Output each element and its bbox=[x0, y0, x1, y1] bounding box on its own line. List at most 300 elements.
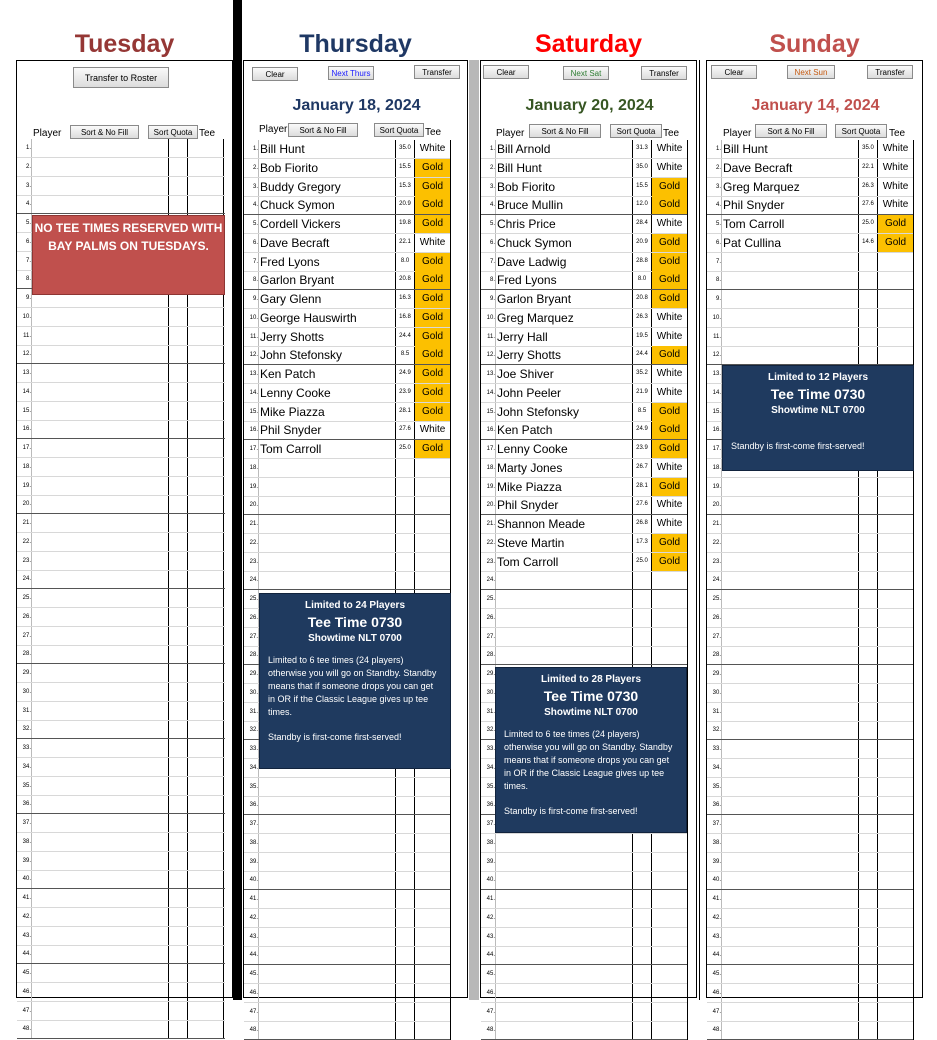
row-number: 46. bbox=[712, 989, 721, 996]
table-row[interactable] bbox=[17, 739, 225, 758]
table-row[interactable] bbox=[244, 909, 450, 928]
row-number: 25. bbox=[249, 596, 258, 602]
table-row[interactable] bbox=[707, 534, 913, 553]
row-number: 26. bbox=[22, 613, 31, 620]
row-number: 3. bbox=[489, 183, 495, 190]
transfer-button[interactable]: Transfer bbox=[867, 65, 913, 79]
player-quota: 16.8 bbox=[399, 313, 411, 320]
table-row[interactable] bbox=[244, 459, 450, 478]
table-row[interactable] bbox=[707, 478, 913, 497]
table-row[interactable] bbox=[17, 570, 225, 589]
player-name[interactable]: Bill Arnold bbox=[497, 142, 551, 156]
row-number: 44. bbox=[22, 951, 31, 958]
player-name[interactable]: Chris Price bbox=[497, 217, 556, 231]
table-row[interactable] bbox=[17, 308, 225, 327]
player-tee[interactable]: White bbox=[656, 499, 683, 511]
player-tee[interactable]: Gold bbox=[415, 253, 450, 271]
table-row[interactable] bbox=[707, 140, 913, 159]
player-tee[interactable]: White bbox=[656, 518, 683, 529]
table-row[interactable] bbox=[481, 853, 687, 872]
player-tee[interactable]: Gold bbox=[415, 159, 450, 177]
clear-button[interactable]: Clear bbox=[483, 65, 529, 79]
table-row[interactable] bbox=[244, 853, 450, 872]
table-row[interactable] bbox=[707, 271, 913, 290]
player-tee[interactable]: Gold bbox=[652, 271, 687, 289]
player-name[interactable]: Phil Snyder bbox=[497, 498, 559, 513]
table-row[interactable] bbox=[481, 496, 687, 515]
table-row[interactable] bbox=[707, 853, 913, 872]
table-row[interactable] bbox=[481, 290, 687, 309]
player-name[interactable]: Tom Carroll bbox=[723, 217, 785, 231]
table-row[interactable] bbox=[244, 515, 450, 534]
table-row[interactable] bbox=[707, 796, 913, 815]
table-row[interactable] bbox=[481, 553, 687, 572]
player-tee[interactable]: Gold bbox=[415, 290, 450, 308]
table-row[interactable] bbox=[17, 852, 225, 871]
table-row[interactable] bbox=[481, 309, 687, 328]
table-row[interactable] bbox=[707, 609, 913, 628]
table-row[interactable] bbox=[481, 965, 687, 984]
player-tee[interactable]: White bbox=[656, 143, 683, 154]
player-tee[interactable]: Gold bbox=[415, 365, 450, 383]
table-row[interactable] bbox=[707, 496, 913, 515]
table-row[interactable] bbox=[17, 195, 225, 214]
table-row[interactable] bbox=[17, 814, 225, 833]
player-tee[interactable]: White bbox=[656, 330, 683, 342]
table-row[interactable] bbox=[17, 345, 225, 364]
table-row[interactable] bbox=[707, 1003, 913, 1022]
table-row[interactable] bbox=[17, 702, 225, 721]
table-row[interactable] bbox=[244, 534, 450, 553]
table-row[interactable] bbox=[244, 346, 450, 365]
row-number: 15. bbox=[249, 408, 258, 415]
table-row[interactable] bbox=[244, 309, 450, 328]
player-quota: 28.1 bbox=[636, 482, 648, 489]
player-tee[interactable]: White bbox=[656, 368, 683, 379]
player-tee[interactable]: Gold bbox=[415, 403, 450, 421]
table-row[interactable] bbox=[244, 365, 450, 384]
player-name[interactable]: George Hauswirth bbox=[260, 310, 357, 325]
table-row[interactable] bbox=[707, 215, 913, 234]
table-row[interactable] bbox=[17, 777, 225, 796]
row-number: 24. bbox=[22, 576, 31, 583]
table-row[interactable] bbox=[17, 645, 225, 664]
player-tee[interactable]: Gold bbox=[652, 421, 687, 439]
table-row[interactable] bbox=[17, 327, 225, 346]
player-name[interactable]: Lenny Cooke bbox=[497, 442, 568, 456]
table-row[interactable] bbox=[481, 459, 687, 478]
transfer-button[interactable]: Transfer bbox=[641, 66, 687, 80]
player-tee[interactable]: Gold bbox=[415, 215, 450, 233]
player-name[interactable]: Bob Fiorito bbox=[260, 160, 319, 175]
table-row[interactable] bbox=[244, 796, 450, 815]
table-row[interactable] bbox=[244, 834, 450, 853]
sort-no-fill-button[interactable]: Sort & No Fill bbox=[288, 123, 358, 137]
table-row[interactable] bbox=[244, 1021, 450, 1040]
player-tee[interactable]: White bbox=[656, 161, 683, 173]
table-row[interactable] bbox=[481, 346, 687, 365]
table-row[interactable] bbox=[17, 420, 225, 439]
player-name[interactable]: John Peeler bbox=[497, 385, 562, 400]
table-row[interactable] bbox=[481, 590, 687, 609]
table-row[interactable] bbox=[17, 402, 225, 421]
clear-button[interactable]: Clear bbox=[711, 65, 757, 79]
table-row[interactable] bbox=[17, 514, 225, 533]
table-row[interactable] bbox=[481, 534, 687, 553]
table-row[interactable] bbox=[707, 178, 913, 197]
tuesday-title: Tuesday bbox=[74, 30, 175, 58]
table-row[interactable] bbox=[17, 908, 225, 927]
table-row[interactable] bbox=[707, 346, 913, 365]
row-number: 40. bbox=[249, 877, 258, 884]
table-row[interactable] bbox=[481, 178, 687, 197]
player-tee[interactable]: Gold bbox=[652, 534, 687, 552]
table-row[interactable] bbox=[707, 253, 913, 272]
player-tee[interactable]: Gold bbox=[652, 403, 687, 421]
sort-quota-button[interactable]: Sort Quota bbox=[148, 125, 198, 139]
table-row[interactable] bbox=[244, 215, 450, 234]
table-row[interactable] bbox=[17, 927, 225, 946]
sort-quota-button[interactable]: Sort Quota bbox=[610, 124, 662, 138]
table-row[interactable] bbox=[244, 946, 450, 965]
table-row[interactable] bbox=[707, 290, 913, 309]
table-row[interactable] bbox=[244, 496, 450, 515]
table-row[interactable] bbox=[707, 965, 913, 984]
table-row[interactable] bbox=[707, 646, 913, 665]
table-row[interactable] bbox=[244, 253, 450, 272]
player-name[interactable]: Ken Patch bbox=[260, 367, 316, 381]
separator-bar bbox=[233, 0, 242, 1000]
row-number: 29. bbox=[486, 671, 495, 677]
table-row[interactable] bbox=[481, 440, 687, 459]
player-name[interactable]: Dave Becraft bbox=[260, 235, 330, 250]
player-name[interactable]: Bill Hunt bbox=[723, 142, 768, 156]
table-row[interactable] bbox=[707, 684, 913, 703]
table-row[interactable] bbox=[17, 870, 225, 889]
player-tee[interactable]: Gold bbox=[415, 440, 450, 458]
sort-no-fill-button[interactable]: Sort & No Fill bbox=[70, 125, 139, 139]
player-name[interactable]: Garlon Bryant bbox=[497, 292, 572, 306]
table-row[interactable] bbox=[707, 665, 913, 684]
player-name[interactable]: Dave Ladwig bbox=[497, 254, 567, 269]
table-row[interactable] bbox=[481, 234, 687, 253]
table-row[interactable] bbox=[17, 139, 225, 158]
table-row[interactable] bbox=[17, 608, 225, 627]
table-row[interactable] bbox=[707, 590, 913, 609]
table-row[interactable] bbox=[481, 946, 687, 965]
table-row[interactable] bbox=[244, 571, 450, 590]
table-row[interactable] bbox=[244, 234, 450, 253]
player-tee[interactable]: Gold bbox=[652, 346, 687, 364]
player-quota: 26.7 bbox=[636, 463, 648, 470]
player-tee[interactable]: Gold bbox=[415, 346, 450, 364]
table-row[interactable] bbox=[481, 834, 687, 853]
player-name[interactable]: Lenny Cooke bbox=[260, 385, 331, 400]
table-row[interactable] bbox=[17, 589, 225, 608]
saturday-title: Saturday bbox=[535, 30, 642, 58]
row-number: 28. bbox=[486, 652, 495, 659]
table-row[interactable] bbox=[244, 440, 450, 459]
sort-no-fill-button[interactable]: Sort & No Fill bbox=[755, 124, 827, 138]
table-row[interactable] bbox=[707, 778, 913, 797]
table-row[interactable] bbox=[481, 890, 687, 909]
table-row[interactable] bbox=[481, 1021, 687, 1040]
player-quota: 35.0 bbox=[636, 163, 648, 170]
table-row[interactable] bbox=[244, 815, 450, 834]
table-row[interactable] bbox=[481, 384, 687, 403]
player-name[interactable]: Bob Fiorito bbox=[497, 179, 556, 194]
row-number: 1. bbox=[715, 146, 721, 152]
table-row[interactable] bbox=[707, 946, 913, 965]
row-number: 37. bbox=[486, 821, 495, 827]
table-row[interactable] bbox=[17, 533, 225, 552]
table-row[interactable] bbox=[481, 403, 687, 422]
player-name[interactable]: Mike Piazza bbox=[260, 404, 325, 419]
player-tee[interactable]: White bbox=[882, 161, 909, 173]
table-row[interactable] bbox=[17, 983, 225, 1002]
table-row[interactable] bbox=[481, 646, 687, 665]
player-tee[interactable]: Gold bbox=[415, 196, 450, 214]
player-name[interactable]: Jerry Shotts bbox=[260, 329, 325, 344]
player-tee[interactable]: White bbox=[882, 180, 909, 192]
next-sat-button[interactable]: Next Sat bbox=[563, 66, 609, 80]
player-tee[interactable]: Gold bbox=[652, 290, 687, 308]
clear-button[interactable]: Clear bbox=[252, 67, 298, 81]
player-tee[interactable]: Gold bbox=[652, 196, 687, 214]
table-row[interactable] bbox=[707, 309, 913, 328]
player-name[interactable]: Bill Hunt bbox=[260, 142, 305, 156]
table-row[interactable] bbox=[707, 328, 913, 347]
player-name[interactable]: John Stefonsky bbox=[260, 348, 343, 363]
table-row[interactable] bbox=[707, 553, 913, 572]
table-row[interactable] bbox=[17, 177, 225, 196]
player-name[interactable]: Chuck Symon bbox=[497, 235, 572, 250]
table-row[interactable] bbox=[707, 234, 913, 253]
row-number: 21. bbox=[486, 521, 495, 527]
table-row[interactable] bbox=[707, 628, 913, 647]
player-name[interactable]: Fred Lyons bbox=[260, 254, 320, 269]
table-row[interactable] bbox=[707, 815, 913, 834]
table-row[interactable] bbox=[17, 833, 225, 852]
sort-quota-button[interactable]: Sort Quota bbox=[374, 123, 424, 137]
table-row[interactable] bbox=[707, 159, 913, 178]
table-row[interactable] bbox=[481, 871, 687, 890]
table-row[interactable] bbox=[17, 552, 225, 571]
transfer-button[interactable]: Transfer bbox=[414, 65, 460, 79]
table-row[interactable] bbox=[244, 403, 450, 422]
table-row[interactable] bbox=[707, 871, 913, 890]
player-name[interactable]: Fred Lyons bbox=[497, 273, 557, 288]
table-row[interactable] bbox=[244, 1003, 450, 1022]
player-tee[interactable]: Gold bbox=[878, 215, 913, 233]
table-row[interactable] bbox=[481, 571, 687, 590]
table-row[interactable] bbox=[481, 628, 687, 647]
player-name[interactable]: Garlon Bryant bbox=[260, 273, 335, 288]
player-name[interactable]: Tom Carroll bbox=[497, 554, 559, 569]
player-tee[interactable]: White bbox=[882, 199, 909, 211]
table-row[interactable] bbox=[481, 928, 687, 947]
table-row[interactable] bbox=[481, 271, 687, 290]
table-row[interactable] bbox=[17, 795, 225, 814]
player-tee[interactable]: Gold bbox=[652, 440, 687, 458]
table-row[interactable] bbox=[17, 1020, 225, 1039]
player-name[interactable]: Shannon Meade bbox=[497, 517, 586, 531]
table-row[interactable] bbox=[481, 140, 687, 159]
table-row[interactable] bbox=[244, 965, 450, 984]
row-number: 39. bbox=[249, 858, 258, 865]
row-number: 2. bbox=[715, 164, 721, 171]
table-row[interactable] bbox=[17, 664, 225, 683]
table-row[interactable] bbox=[17, 158, 225, 177]
table-row[interactable] bbox=[481, 328, 687, 347]
player-tee[interactable]: White bbox=[656, 461, 683, 473]
table-row[interactable] bbox=[244, 159, 450, 178]
row-number: 5. bbox=[25, 220, 31, 226]
table-row[interactable] bbox=[244, 196, 450, 215]
table-row[interactable] bbox=[244, 328, 450, 347]
next-thurs-button[interactable]: Next Thurs bbox=[328, 66, 374, 80]
player-name[interactable]: Greg Marquez bbox=[497, 310, 574, 325]
table-row[interactable] bbox=[481, 215, 687, 234]
table-row[interactable] bbox=[17, 964, 225, 983]
next-sun-button[interactable]: Next Sun bbox=[787, 65, 835, 79]
player-tee[interactable]: Gold bbox=[415, 271, 450, 289]
table-row[interactable] bbox=[244, 271, 450, 290]
table-row[interactable] bbox=[707, 928, 913, 947]
table-row[interactable] bbox=[244, 290, 450, 309]
player-name[interactable]: Dave Becraft bbox=[723, 160, 793, 175]
player-name[interactable]: Tom Carroll bbox=[260, 442, 322, 456]
player-tee[interactable]: Gold bbox=[415, 178, 450, 196]
player-name[interactable]: Greg Marquez bbox=[723, 179, 800, 194]
table-row[interactable] bbox=[707, 721, 913, 740]
table-row[interactable] bbox=[17, 383, 225, 402]
player-quota: 35.0 bbox=[399, 145, 411, 151]
player-name[interactable]: Cordell Vickers bbox=[260, 217, 341, 231]
table-row[interactable] bbox=[17, 495, 225, 514]
row-number: 36. bbox=[22, 801, 31, 808]
player-name[interactable]: John Stefonsky bbox=[497, 404, 580, 419]
table-row[interactable] bbox=[481, 515, 687, 534]
row-number: 34. bbox=[22, 763, 31, 770]
player-name[interactable]: Marty Jones bbox=[497, 460, 563, 475]
table-row[interactable] bbox=[17, 477, 225, 496]
table-row[interactable] bbox=[707, 571, 913, 590]
table-row[interactable] bbox=[481, 478, 687, 497]
table-row[interactable] bbox=[481, 1003, 687, 1022]
column-line bbox=[450, 140, 451, 1040]
table-row[interactable] bbox=[17, 889, 225, 908]
table-row[interactable] bbox=[481, 609, 687, 628]
table-row[interactable] bbox=[244, 890, 450, 909]
player-tee[interactable]: White bbox=[419, 236, 446, 248]
notice-body: Limited to 6 tee times (24 players) otherwise you will go on Standby. Standby means that if someone drops you can get in OR if the Classic League gives up tee times. bbox=[504, 729, 673, 791]
player-tee[interactable]: White bbox=[656, 218, 683, 229]
table-row[interactable] bbox=[481, 159, 687, 178]
player-name[interactable]: Phil Snyder bbox=[260, 423, 322, 438]
table-row[interactable] bbox=[707, 740, 913, 759]
table-row[interactable] bbox=[481, 196, 687, 215]
player-tee[interactable]: White bbox=[656, 386, 683, 398]
table-row[interactable] bbox=[244, 778, 450, 797]
table-row[interactable] bbox=[481, 253, 687, 272]
transfer-to-roster-button[interactable]: Transfer to Roster bbox=[73, 67, 169, 88]
sort-no-fill-button[interactable]: Sort & No Fill bbox=[529, 124, 601, 138]
table-row[interactable] bbox=[707, 196, 913, 215]
table-row[interactable] bbox=[481, 909, 687, 928]
player-tee[interactable]: Gold bbox=[652, 253, 687, 271]
sort-quota-button[interactable]: Sort Quota bbox=[835, 124, 887, 138]
table-row[interactable] bbox=[707, 890, 913, 909]
player-tee[interactable]: Gold bbox=[415, 384, 450, 402]
player-name[interactable]: Mike Piazza bbox=[497, 479, 562, 494]
table-row[interactable] bbox=[707, 1021, 913, 1040]
table-row[interactable] bbox=[17, 364, 225, 383]
table-row[interactable] bbox=[481, 421, 687, 440]
table-row[interactable] bbox=[244, 140, 450, 159]
table-row[interactable] bbox=[244, 928, 450, 947]
player-tee[interactable]: White bbox=[419, 424, 446, 436]
row-number: 43. bbox=[22, 932, 31, 939]
player-name[interactable]: Jerry Hall bbox=[497, 329, 548, 344]
table-row[interactable] bbox=[244, 178, 450, 197]
table-row[interactable] bbox=[17, 627, 225, 646]
table-row[interactable] bbox=[17, 758, 225, 777]
player-name[interactable]: Ken Patch bbox=[497, 423, 553, 438]
player-tee[interactable]: Gold bbox=[415, 309, 450, 327]
table-row[interactable] bbox=[17, 683, 225, 702]
player-name[interactable]: Phil Snyder bbox=[723, 198, 785, 213]
table-row[interactable] bbox=[707, 515, 913, 534]
player-name[interactable]: Gary Glenn bbox=[260, 292, 322, 306]
player-tee[interactable]: Gold bbox=[652, 553, 687, 571]
player-name[interactable]: Bill Hunt bbox=[497, 160, 542, 175]
table-row[interactable] bbox=[244, 384, 450, 403]
player-name[interactable]: Steve Martin bbox=[497, 535, 565, 550]
table-row[interactable] bbox=[481, 365, 687, 384]
player-name[interactable]: Chuck Symon bbox=[260, 198, 335, 213]
table-row[interactable] bbox=[707, 834, 913, 853]
player-tee[interactable]: Gold bbox=[652, 478, 687, 496]
player-name[interactable]: Jerry Shotts bbox=[497, 348, 562, 363]
table-row[interactable] bbox=[244, 871, 450, 890]
player-tee[interactable]: White bbox=[656, 311, 683, 323]
player-tee[interactable]: Gold bbox=[878, 234, 913, 252]
table-row[interactable] bbox=[17, 458, 225, 477]
table-row[interactable] bbox=[244, 553, 450, 572]
table-row[interactable] bbox=[17, 1002, 225, 1021]
table-row[interactable] bbox=[244, 478, 450, 497]
table-row[interactable] bbox=[707, 703, 913, 722]
table-row[interactable] bbox=[17, 720, 225, 739]
player-tee[interactable]: Gold bbox=[652, 178, 687, 196]
player-name[interactable]: Buddy Gregory bbox=[260, 179, 341, 194]
player-tee[interactable]: White bbox=[882, 143, 909, 154]
table-row[interactable] bbox=[244, 421, 450, 440]
table-row[interactable] bbox=[17, 439, 225, 458]
row-number: 26. bbox=[712, 614, 721, 621]
table-row[interactable] bbox=[707, 909, 913, 928]
notice-tee-time: Tee Time 0730 bbox=[770, 386, 866, 402]
player-name[interactable]: Joe Shiver bbox=[497, 367, 554, 381]
player-tee[interactable]: White bbox=[419, 143, 446, 154]
table-row[interactable] bbox=[707, 759, 913, 778]
player-name[interactable]: Bruce Mullin bbox=[497, 198, 564, 213]
player-tee[interactable]: Gold bbox=[652, 234, 687, 252]
player-tee[interactable]: Gold bbox=[415, 328, 450, 346]
player-name[interactable]: Pat Cullina bbox=[723, 235, 782, 250]
table-row[interactable] bbox=[17, 945, 225, 964]
